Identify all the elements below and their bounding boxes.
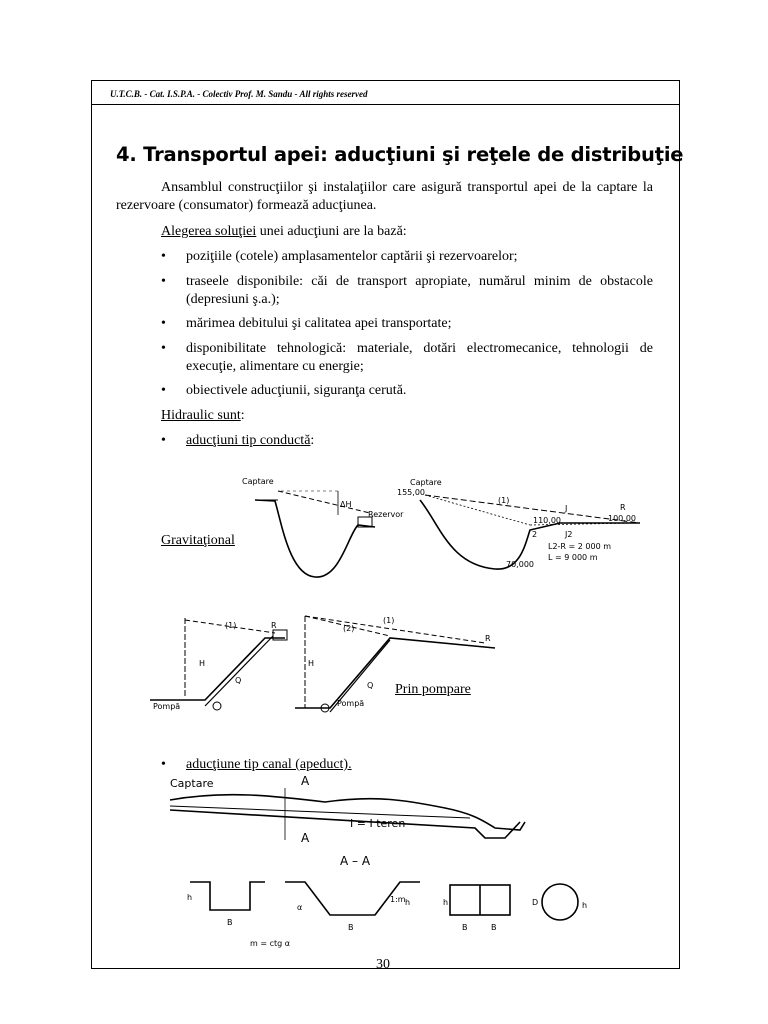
c-slope: 1:m <box>390 895 406 904</box>
c-b4: B <box>491 923 497 932</box>
bullet-item <box>161 315 653 333</box>
conduit-text <box>186 432 653 450</box>
c-alpha: α <box>297 903 303 912</box>
bullet-item <box>161 273 653 309</box>
bullet-dot: • <box>161 383 166 398</box>
g-j2: J2 <box>565 530 573 539</box>
p-qb: Q <box>367 681 374 690</box>
header-divider <box>91 104 680 105</box>
bullet-dot: • <box>161 274 166 289</box>
g-elev-top: 155,00 <box>397 488 425 497</box>
p-r2: R <box>485 634 491 643</box>
canal-text: aducţiune tip canal (apeduct). <box>186 757 352 772</box>
canal-figure <box>165 770 610 955</box>
p-h1: H <box>199 659 206 668</box>
bullet-item <box>161 340 653 376</box>
hydraulic-rest: : <box>240 408 245 423</box>
section-title: 4. Transportul apei: aducţiuni şi reţele de distribuţie <box>116 143 684 166</box>
c-b3: B <box>462 923 468 932</box>
c-a-top: A <box>301 774 310 788</box>
c-h2: h <box>405 898 411 907</box>
g-r: R <box>620 503 626 512</box>
choice-line <box>161 223 407 241</box>
c-h1: h <box>187 893 193 902</box>
bullet-text: poziţiile (cotele) amplasamentelor captării şi rezervoarelor; <box>186 249 518 264</box>
c-i: I = I teren <box>350 817 406 830</box>
g-elev-mid: 110,00 <box>533 516 561 525</box>
c-d: D <box>532 898 539 907</box>
g-dh: ΔH <box>340 500 352 509</box>
hydraulic-line <box>161 407 245 425</box>
c-captare: Captare <box>170 777 214 790</box>
g-captare: Captare <box>242 477 274 486</box>
p-pompa1: Pompă <box>153 702 181 711</box>
g-l: L = 9 000 m <box>548 553 598 562</box>
gravity-label: Gravitaţional <box>161 533 235 548</box>
g-n2: 2 <box>532 530 538 539</box>
p-h2: H <box>308 659 315 668</box>
c-b2: B <box>348 923 354 932</box>
g-rezervor: Rezervor <box>368 510 404 519</box>
g-j: J <box>565 504 568 513</box>
c-a-bottom: A <box>301 831 310 845</box>
intro-paragraph: Ansamblul construcţiilor şi instalaţiilor care asigură transportul apei de la captare la rezervoare (consumator) formează aducţiunea. <box>116 180 653 213</box>
bullet-text: disponibilitate tehnologică: materiale, dotări electromecanice, tehnologii de execuţie, alimentare cu energie; <box>186 341 653 374</box>
bullet-dot: • <box>161 433 166 448</box>
gravity-figure <box>230 465 640 595</box>
g-line1: (1) <box>498 496 510 505</box>
bullet-item <box>161 248 653 266</box>
p-qa: Q <box>235 676 242 685</box>
p-pompa2: Pompă <box>337 699 365 708</box>
conduit-underlined: aducţiuni tip conductă <box>186 433 311 448</box>
page-header: U.T.C.B. - Cat. I.S.P.A. - Colectiv Prof. M. Sandu - All rights reserved <box>110 89 368 99</box>
pump-figure <box>145 608 510 750</box>
p-q1: (1) <box>225 621 237 630</box>
bullet-text: obiectivele aducţiunii, siguranţa cerută. <box>186 383 407 398</box>
g-elev-low: 70,000 <box>506 560 534 569</box>
c-h4: h <box>582 901 588 910</box>
pump-label: Prin pompare <box>395 682 471 697</box>
bullet-text: traseele disponibile: căi de transport apropiate, numărul minim de obstacole (depresiuni ş.a.); <box>186 274 653 307</box>
conduit-rest: : <box>310 433 315 448</box>
c-m: m = ctg α <box>250 939 291 948</box>
bullet-dot: • <box>161 757 166 772</box>
p-r1: R <box>271 621 277 630</box>
choice-underlined: Alegerea soluţiei <box>161 224 257 239</box>
page-number: 30 <box>376 957 390 972</box>
g-l2r: L2-R = 2 000 m <box>548 542 612 551</box>
c-section: A – A <box>340 854 371 868</box>
choice-rest: unei aducţiuni are la bază: <box>256 224 407 239</box>
hydraulic-underlined: Hidraulic sunt <box>161 408 241 423</box>
bullet-item <box>161 382 653 400</box>
g-elev-r: 100,00 <box>608 514 636 523</box>
c-h3: h <box>443 898 449 907</box>
g-captare2: Captare <box>410 478 442 487</box>
p-q3: (1) <box>383 616 395 625</box>
p-q2: (2) <box>343 624 355 633</box>
bullet-dot: • <box>161 341 166 356</box>
conduit-bullet <box>161 432 653 450</box>
c-b1: B <box>227 918 233 927</box>
bullet-text: mărimea debitului şi calitatea apei transportate; <box>186 316 452 331</box>
bullet-dot: • <box>161 316 166 331</box>
bullet-dot: • <box>161 249 166 264</box>
